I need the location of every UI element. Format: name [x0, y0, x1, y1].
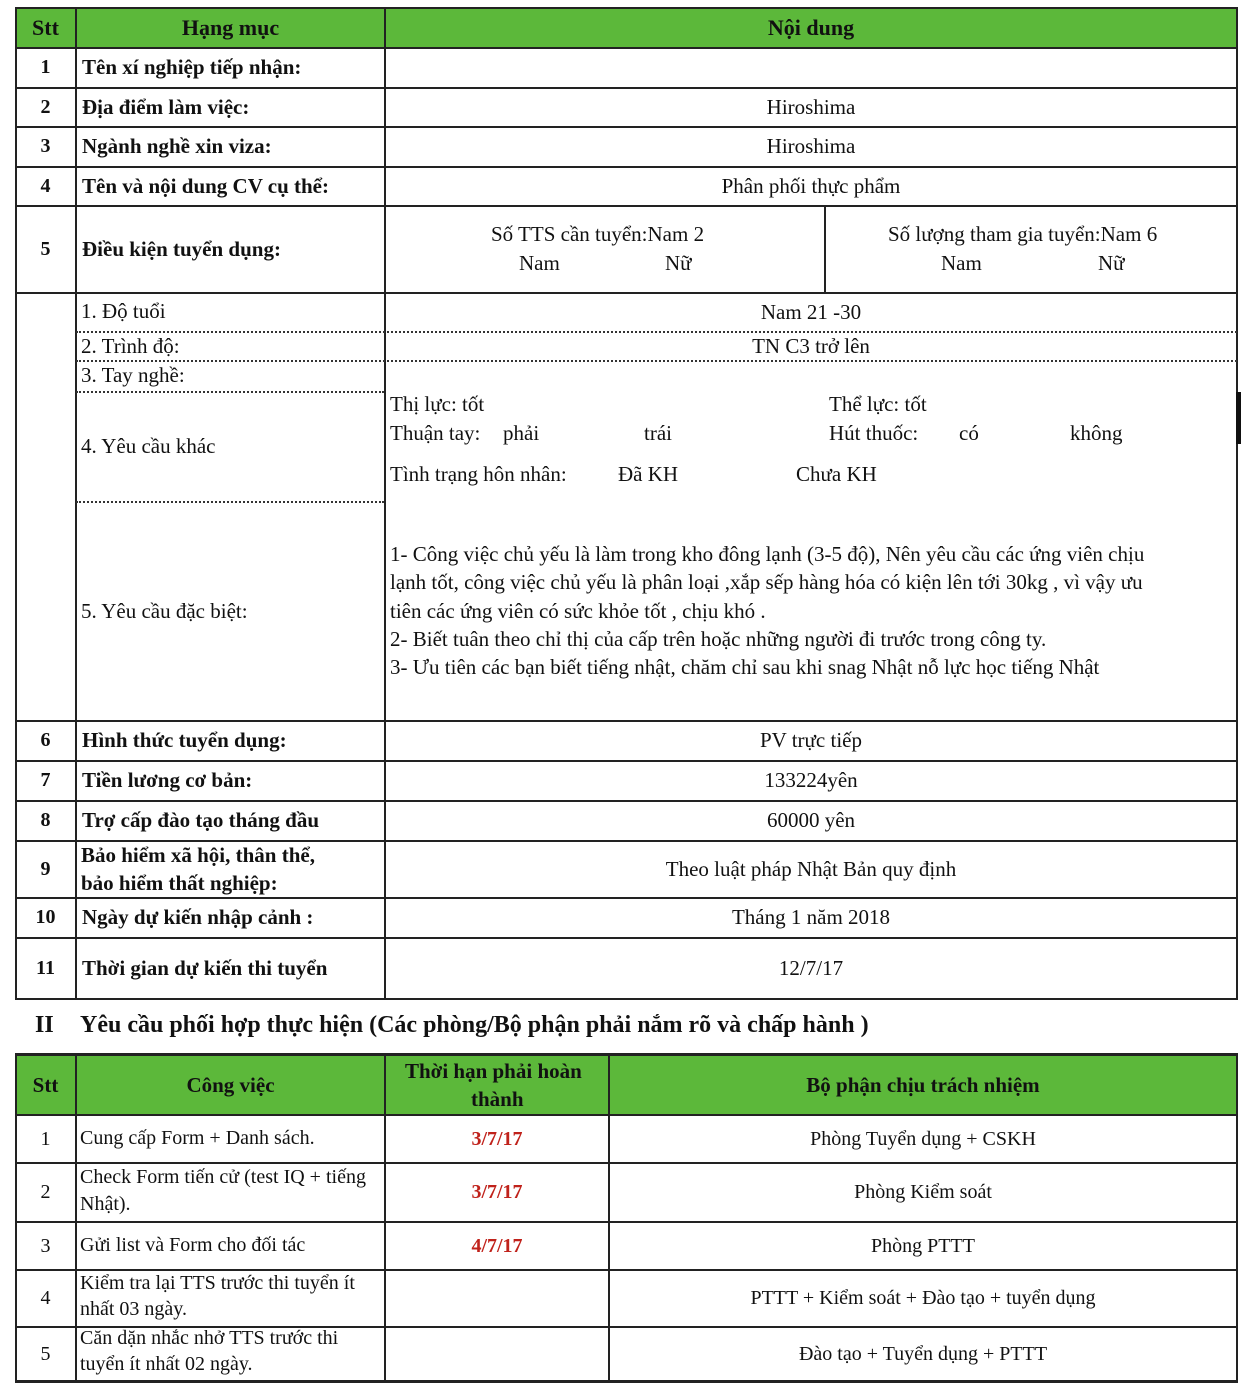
handedness-left: trái [644, 421, 672, 445]
fitness-text: Thể lực: tốt [829, 392, 927, 416]
row-value: 60000 yên [766, 808, 856, 832]
row-stt: 3 [40, 135, 51, 157]
task-deadline: 4/7/17 [471, 1234, 523, 1257]
row-value: Hiroshima [766, 134, 856, 158]
special-requirements-label: 5. Yêu cầu đặc biệt: [81, 599, 248, 623]
education-value: TN C3 trở lên [752, 333, 870, 358]
header-deadline: Thời hạn phải hoàn [405, 1059, 582, 1083]
task-stt: 4 [40, 1287, 51, 1309]
special-line: tiên các ứng viên có sức khỏe tốt , chịu khó . [390, 599, 766, 623]
row-label: Hình thức tuyển dụng: [82, 728, 287, 752]
task-deadline: 3/7/17 [471, 1127, 523, 1150]
row-label: Tên xí nghiệp tiếp nhận: [82, 55, 302, 79]
special-line: 3- Ưu tiên các bạn biết tiếng nhật, chăm chỉ sau khi snag Nhật nỗ lực học tiếng Nhật [390, 655, 1100, 679]
handedness-label: Thuận tay: [390, 421, 481, 445]
row-stt: 1 [40, 56, 51, 78]
smoking-yes: có [959, 421, 979, 445]
row-stt: 10 [35, 906, 56, 928]
education-label: 2. Trình độ: [81, 334, 180, 358]
task-deadline [385, 1271, 609, 1326]
row-stt: 5 [40, 237, 51, 260]
task-dept: PTTT + Kiểm soát + Đào tạo + tuyển dụng [750, 1287, 1096, 1309]
row-value: PV trực tiếp [760, 728, 862, 752]
row-value: 12/7/17 [778, 955, 844, 980]
task-name: Nhật). [80, 1193, 131, 1215]
header-deadline: thành [471, 1087, 524, 1111]
task-deadline [385, 1328, 609, 1380]
row-label: Địa điểm làm việc: [82, 94, 250, 119]
skill-label: 3. Tay nghề: [81, 363, 185, 387]
task-stt: 1 [40, 1127, 51, 1150]
row-value: 133224yên [764, 768, 858, 792]
task-name: nhất 03 ngày. [80, 1298, 188, 1320]
row-stt: 9 [40, 857, 51, 880]
row-stt: 2 [40, 95, 51, 118]
handedness-right: phải [503, 421, 540, 445]
header-stt: Stt [32, 15, 59, 40]
row-label: Thời gian dự kiến thi tuyển [82, 955, 328, 980]
row-value: Tháng 1 năm 2018 [731, 905, 891, 929]
eyesight-text: Thị lực: tốt [390, 392, 485, 416]
task-stt: 3 [40, 1234, 51, 1257]
task-deadline: 3/7/17 [471, 1181, 523, 1203]
task-name: Check Form tiến cử (test IQ + tiếng [80, 1166, 366, 1188]
header-dept: Bộ phận chịu trách nhiệm [806, 1073, 1040, 1097]
section-title: Yêu cầu phối hợp thực hiện (Các phòng/Bộ phận phải nắm rõ và chấp hành ) [80, 1012, 869, 1038]
recruit-count-female: Nữ [665, 251, 692, 275]
row-label: Trợ cấp đào tạo tháng đầu [82, 808, 320, 832]
other-requirements-label: 4. Yêu cầu khác [81, 434, 216, 458]
participant-count-title: Số lượng tham gia tuyển:Nam 6 [888, 222, 1158, 246]
task-name: Căn dặn nhắc nhở TTS trước thi [80, 1327, 339, 1349]
smoking-label: Hút thuốc: [829, 421, 919, 445]
row-label: Bảo hiểm xã hội, thân thể, [81, 843, 315, 867]
row-label: Tiền lương cơ bản: [82, 768, 253, 792]
marital-married: Đã KH [618, 462, 679, 486]
recruit-count-male: Nam [519, 251, 560, 275]
row-label: bảo hiểm thất nghiệp: [81, 871, 278, 895]
task-name: Kiểm tra lại TTS trước thi tuyển ít [80, 1272, 355, 1294]
row-value: Theo luật pháp Nhật Bản quy định [665, 856, 957, 881]
section-number: II [35, 1012, 54, 1038]
row-label: Ngành nghề xin viza: [82, 134, 272, 158]
row-label: Ngày dự kiến nhập cảnh : [82, 905, 314, 929]
participant-count-male: Nam [941, 251, 982, 275]
smoking-no: không [1070, 421, 1123, 445]
special-line: 1- Công việc chủ yếu là làm trong kho đông lạnh (3-5 độ), Nên yêu cầu các ứng viên chịu [390, 542, 1145, 566]
task-dept: Phòng Tuyển dụng + CSKH [810, 1127, 1036, 1150]
age-value: Nam 21 -30 [760, 299, 862, 324]
row-value [385, 48, 1237, 87]
recruit-count-title: Số TTS cần tuyển:Nam 2 [491, 222, 705, 246]
header-task: Công việc [186, 1073, 275, 1097]
row-stt: 11 [36, 956, 55, 979]
task-stt: 2 [40, 1181, 51, 1203]
task-dept: Phòng PTTT [871, 1234, 975, 1257]
marital-single: Chưa KH [796, 462, 877, 486]
row-label: Tên và nội dung CV cụ thể: [82, 173, 329, 198]
marital-label: Tình trạng hôn nhân: [390, 462, 567, 486]
task-name: tuyển ít nhất 02 ngày. [80, 1353, 253, 1375]
task-name: Gửi list và Form cho đối tác [80, 1234, 306, 1256]
row-stt: 7 [40, 769, 51, 791]
row-value: Phân phối thực phẩm [721, 173, 901, 198]
row-stt: 6 [40, 729, 51, 751]
task-stt: 5 [40, 1342, 51, 1365]
row-value: Hiroshima [766, 94, 856, 119]
row-stt: 8 [40, 809, 51, 831]
header-stt: Stt [32, 1073, 59, 1097]
task-dept: Phòng Kiểm soát [854, 1181, 992, 1203]
task-name: Cung cấp Form + Danh sách. [80, 1127, 315, 1149]
participant-count-female: Nữ [1098, 251, 1125, 275]
row-stt: 4 [40, 174, 51, 197]
task-dept: Đào tạo + Tuyển dụng + PTTT [798, 1342, 1048, 1365]
age-label: 1. Độ tuổi [81, 299, 166, 323]
special-line: 2- Biết tuân theo chỉ thị của cấp trên hoặc những người đi trước trong công ty. [390, 627, 1047, 651]
header-content: Nội dung [767, 15, 855, 40]
header-category: Hạng mục [181, 15, 280, 40]
row-label: Điều kiện tuyển dụng: [82, 236, 281, 261]
edge-mark [1236, 392, 1241, 444]
special-line: lạnh tốt, công việc chủ yếu là phân loại ,xắp sếp hàng hóa có kiện lên tới 30kg , vì vậy ưu [390, 570, 1143, 594]
